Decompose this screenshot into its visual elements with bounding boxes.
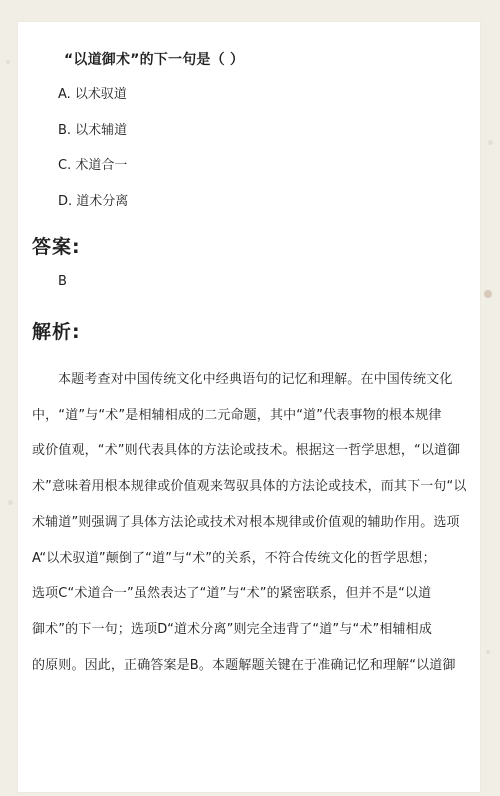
background-speck: [486, 650, 490, 654]
answer-heading: 答案:: [32, 236, 81, 258]
answer-value: B: [58, 274, 67, 289]
analysis-line: A“以术驭道”颠倒了“道”与“术”的关系，不符合传统文化的哲学思想；: [32, 550, 436, 566]
option-d: D. 道术分离: [58, 194, 129, 209]
analysis-line: 选项C“术道合一”虽然表达了“道”与“术”的紧密联系，但并不是“以道: [32, 586, 432, 602]
background-speck: [488, 140, 493, 145]
option-c: C. 术道合一: [58, 158, 128, 173]
background-speck: [484, 290, 492, 298]
background-speck: [8, 500, 13, 505]
option-b: B. 以术辅道: [58, 123, 128, 138]
analysis-heading: 解析:: [32, 321, 81, 343]
document-page: [18, 22, 480, 792]
question-text: “以道御术”的下一句是（ ）: [64, 52, 245, 68]
analysis-line: 的原则。因此，正确答案是B。本题解题关键在于准确记忆和理解“以道御: [32, 657, 456, 673]
analysis-line: 中，“道”与“术”是相辅相成的二元命题，其中“道”代表事物的根本规律: [32, 407, 442, 423]
background-speck: [6, 60, 10, 64]
analysis-line: 或价值观，“术”则代表具体的方法论或技术。根据这一哲学思想，“以道御: [32, 443, 461, 459]
analysis-line: 本题考查对中国传统文化中经典语句的记忆和理解。在中国传统文化: [58, 372, 453, 387]
analysis-line: 术辅道”则强调了具体方法论或技术对根本规律或价值观的辅助作用。选项: [32, 514, 460, 530]
option-a: A. 以术驭道: [58, 87, 127, 102]
analysis-line: 术”意味着用根本规律或价值观来驾驭具体的方法论或技术，而其下一句“以: [32, 479, 467, 495]
analysis-body: [32, 362, 468, 683]
analysis-line: 御术”的下一句；选项D“道术分离”则完全违背了“道”与“术”相辅相成: [32, 621, 432, 637]
